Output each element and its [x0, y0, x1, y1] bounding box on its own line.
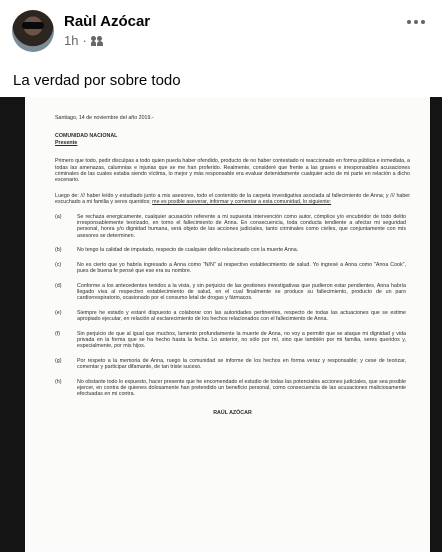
item-text: Siempre he estado y estaré dispuesto a colaborar con las autoridades pertinentes, respecto de todas las actuaciones que se estime apropiado ejecutar, en relación al esclarecimiento de los hechos relacionados con el fallecimiento de Anna. [77, 309, 406, 323]
document-paper [25, 97, 430, 552]
item-text: Por respeto a la memoria de Anna, ruego la comunidad se informe de los hechos en forma veraz y responsable; y cese de teorizar, comentar y participar difamante, de tan triste suceso. [77, 357, 406, 371]
item-mark: (c) [55, 261, 62, 268]
more-dot [414, 20, 418, 24]
document-intro [55, 193, 410, 206]
document-paragraph: Primero que todo, pedir disculpas a todo quien pueda haber ofendido, producto de no haber contestado ni reaccionado en forma pública e inmediata, a todas las amenazas, calumnias e injurias que se me han proferido. Realmente, consideré que frente a las graves e irresponsables acusaciones criminales de las cuales estaba siendo víctima, lo mejor y más responsable era evaluar detenidamente cualquier acto de mi parte en relación a dicho escenario. [55, 158, 410, 184]
document-item [55, 247, 410, 253]
more-horizontal-icon [407, 20, 411, 24]
post-text: La verdad por sobre todo [13, 72, 181, 89]
item-text: Se rechaza energicamente, cualquier acusación referente a mi supuesta intervención como autor, cómplice y/o encubridor de todo delito irresponsablemente teorizado, en torno el fallecimiento de Anna. En consecuencia, toda conducta tendiente a afectar mi seguridad personal, honra y/o dignidad humana, será objeto de las acciones judiciales, tanto criminales como civiles, que conjuntamente con mis asesores se determinen. [77, 213, 406, 239]
document-item [55, 379, 410, 398]
document-photo[interactable] [0, 97, 442, 552]
document-intro-underlined: me es posible aseverar, informar y comentar a esta comunidad, lo siguiente: [152, 199, 332, 206]
item-text: No obstante todo lo expuesto, hacer presente que he encomendado el estudio de todas las potenciales acciones judiciales, que sea posible ejercer, en contra de quienes dolosamente han pretendido un beneficio personal, como consecuencia de las acusaciones maliciosamente efectuadas en mi contra. [77, 378, 406, 398]
post-header [0, 0, 442, 62]
document-recipient-sub: Presente [55, 139, 78, 146]
document-item [55, 331, 410, 350]
author-name[interactable]: Raùl Azócar [64, 13, 151, 30]
document-item [55, 310, 410, 323]
document-item [55, 358, 410, 371]
document-recipient: COMUNIDAD NACIONAL [55, 133, 118, 140]
post-meta [64, 33, 105, 48]
item-mark: (e) [55, 309, 62, 316]
item-text: No tengo la calidad de imputado, respecto de cualquier delito relacionado con la muerte Anna. [77, 247, 299, 254]
item-text: Conforme a los antecedentes tenidos a la vista, y sin perjuicio de las gestiones investigativas que pudieron estar pendientes, Anna habría llegado viva al respectivo establecimiento de salud, en el cual finalmente se produce su fallecimiento, producto de un paro cardiorrespiratorio, ocasionado por el consumo letal de drogas y fármacos. [77, 282, 406, 302]
item-mark: (b) [55, 247, 62, 254]
document-item [55, 262, 410, 275]
item-mark: (g) [55, 357, 62, 364]
document-date: Santiago, 14 de noviembre del año 2019.- [55, 115, 154, 121]
document-items [55, 214, 410, 398]
avatar[interactable] [12, 10, 54, 52]
document-item [55, 283, 410, 302]
post-time[interactable]: 1h [64, 33, 79, 48]
document-signature: RAÚL AZÓCAR [213, 409, 252, 416]
meta-separator: · [82, 33, 87, 48]
item-text: Sin perjuicio de que al igual que muchos, lamento profundamente la muerte de Anna, no voy a permitir que se ataque mi dignidad y vida privada en la forma que se ha hecho hasta la fecha. Lo anterior, no sólo por mí, sino que también por mi familia, seres queridos y, especialmente, por mis hijos. [77, 330, 406, 350]
item-mark: (a) [55, 213, 62, 220]
item-text: No es cierto que yo habría ingresado a Anna como "N/N" al respectivo establecimiento de salud. Yo ingresé a Anna como "Anna Cook", pues de buena fe pensé que ese era su nombre. [77, 261, 406, 275]
document-item [55, 214, 410, 240]
more-options-button[interactable] [404, 14, 428, 30]
item-mark: (f) [55, 330, 60, 337]
friends-icon[interactable] [91, 36, 105, 46]
item-mark: (d) [55, 282, 62, 289]
item-mark: (h) [55, 378, 62, 385]
more-dot [421, 20, 425, 24]
document-intro-text: Luego de: /// haber leído y estudiado junto a mis asesores, todo el contenido de la carpeta investigativa asociada al fallecimiento de Anna; y /// haber escuchado a mi familia y seres queridos; [55, 192, 410, 206]
